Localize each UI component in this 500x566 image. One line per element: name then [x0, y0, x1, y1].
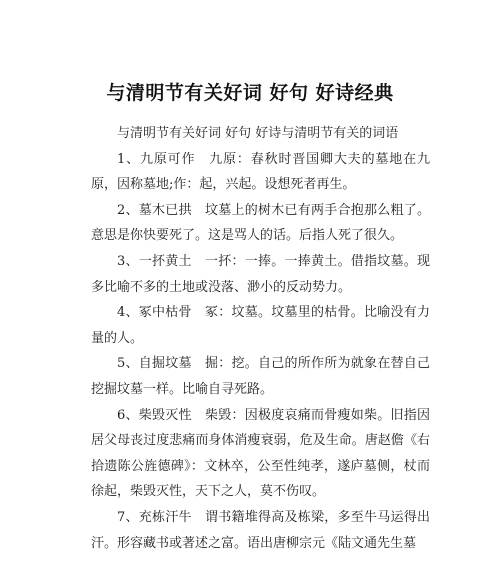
paragraph-item-1: 1、九原可作 九原：春秋时晋国卿大夫的墓地在九原，因称墓地;作：起，兴起。设想死者再生。 [91, 151, 430, 193]
paragraph-item-5: 5、自掘坟墓 掘：挖。自己的所作所为就象在替自己挖掘坟墓一样。比喻自寻死路。 [91, 356, 430, 397]
paragraph-item-6: 6、柴毁灭性 柴毁：因极度哀痛而骨瘦如柴。旧指因居父母丧过度悲痛而身体消瘦衰弱，危及生命。唐赵儋《右拾遗陈公旌德碑》：文林卒，公至性纯孝，遂庐墓侧，杖而徐起，柴毁灭性，天下之人，莫不伤叹。 [91, 407, 430, 500]
paragraph-item-2: 2、墓木已拱 坟墓上的树木已有两手合抱那么粗了。意思是你快要死了。这是骂人的话。后指人死了很久。 [91, 202, 430, 244]
document-body [91, 121, 430, 556]
paragraph-item-3: 3、一抔黄土 一抔：一捧。一捧黄土。借指坟墓。现多比喻不多的土地或没落、渺小的反动势力。 [91, 253, 430, 295]
paragraph-item-7: 7、充栋汗牛 谓书籍堆得高及栋梁，多至牛马运得出汗。形容藏书或著述之富。语出唐柳宗元《陆文通先生墓 [91, 509, 430, 551]
paragraph-intro: 与清明节有关好词 好句 好诗与清明节有关的词语 [117, 126, 399, 141]
paragraph-item-4: 4、冢中枯骨 冢：坟墓。坟墓里的枯骨。比喻没有力量的人。 [91, 305, 430, 346]
document-title: 与清明节有关好词 好句 好诗经典 [106, 82, 394, 104]
